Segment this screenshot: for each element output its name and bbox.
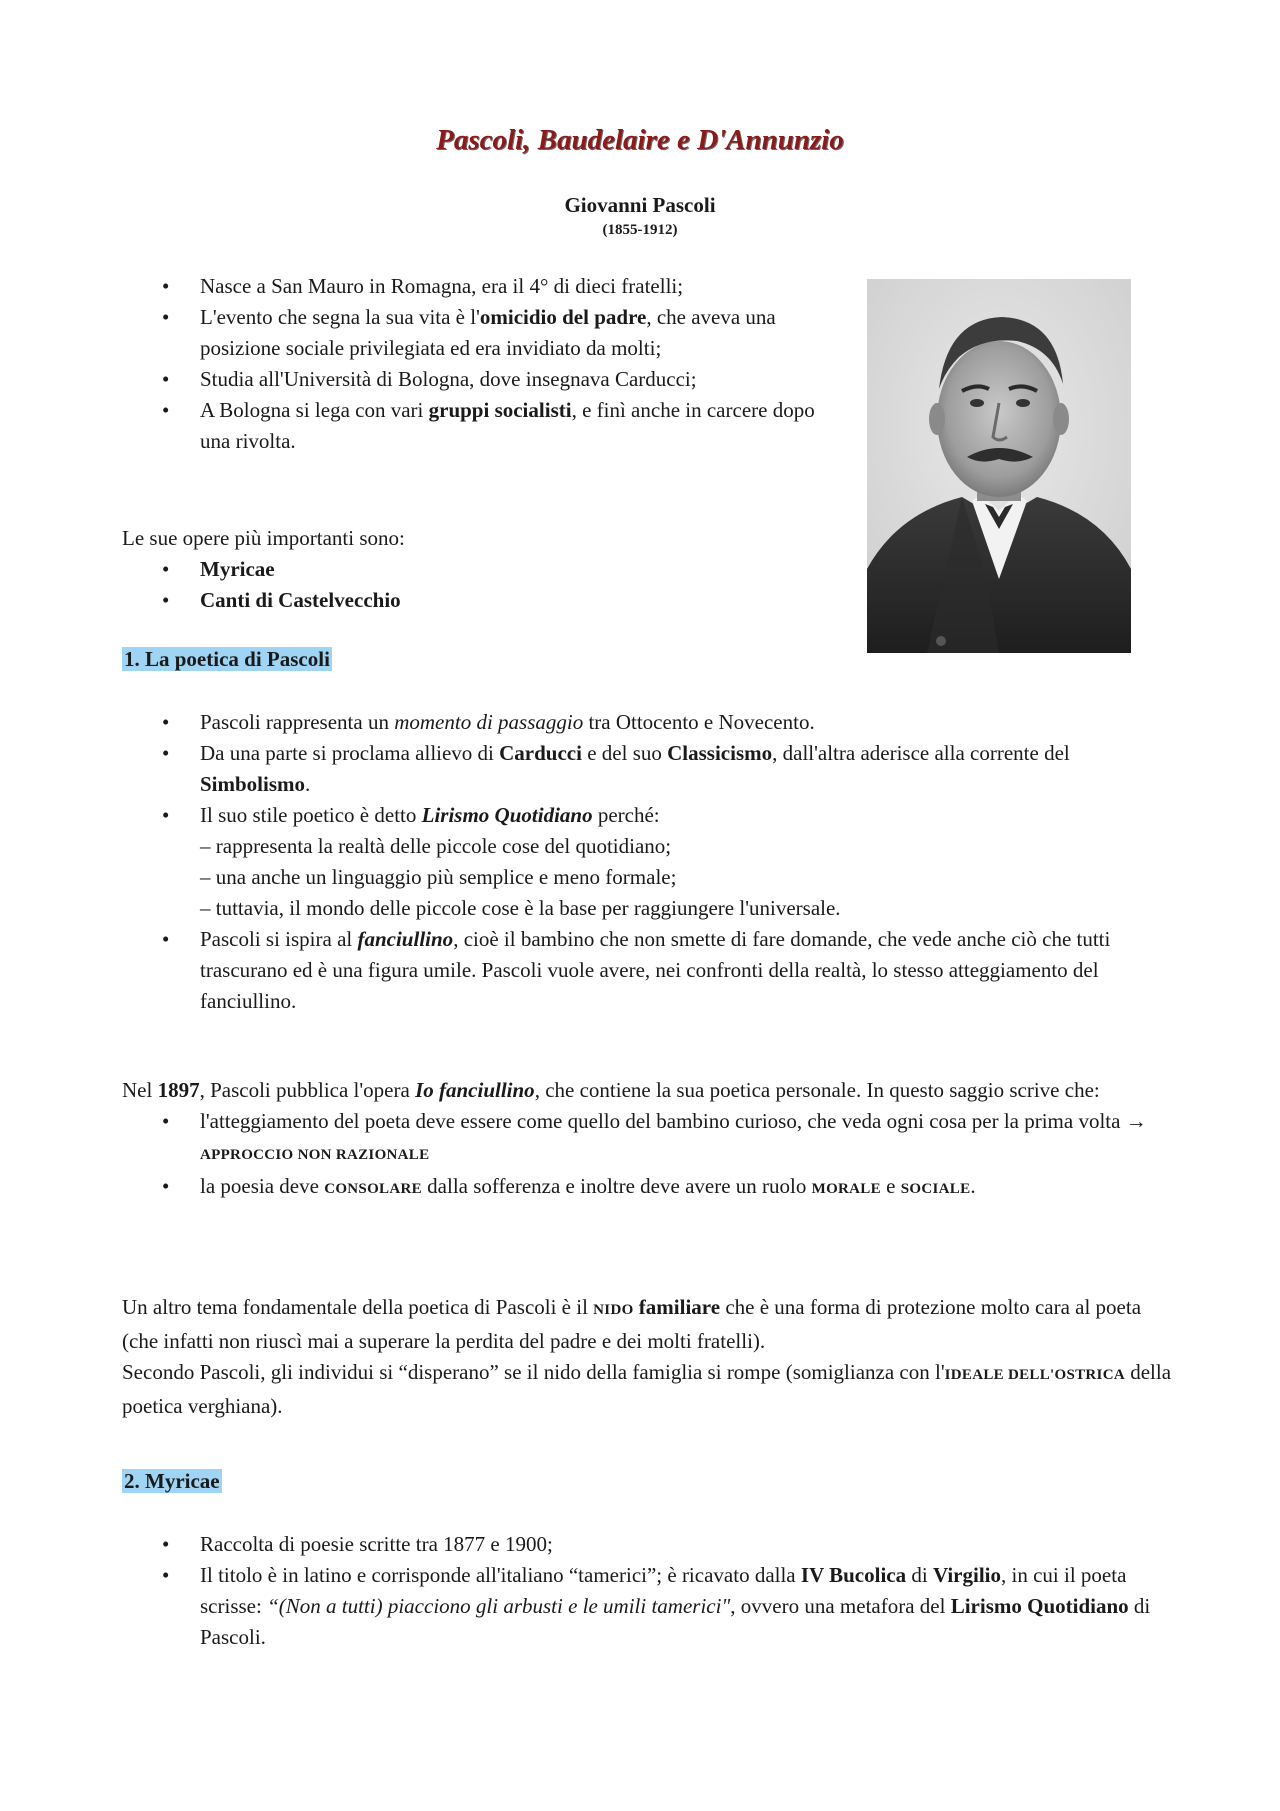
bullet-icon: • [162,741,170,765]
portrait-image [867,279,1131,653]
paragraph: Secondo Pascoli, gli individui si “disperano” se il nido della famiglia si rompe (somiglianza con l'IDEALE DELL'OSTRICA della poetica verghiana). [122,1360,1172,1418]
list-item: • Studia all'Università di Bologna, dove insegnava Carducci; [122,364,822,395]
list-item: • Pascoli rappresenta un momento di passaggio tra Ottocento e Novecento. [122,707,1172,738]
bullet-icon: • [162,1563,170,1587]
list-item: • la poesia deve CONSOLARE dalla sofferenza e inoltre deve avere un ruolo MORALE e SOCIALE. [122,1171,1172,1205]
works-intro: Le sue opere più importanti sono: [122,526,405,550]
paragraph: Un altro tema fondamentale della poetica di Pascoli è il NIDO familiare che è una forma di protezione molto cara al poeta (che infatti non riuscì mai a superare la perdita del padre e dei molti fratelli). [122,1295,1142,1353]
list-item: • Il titolo è in latino e corrisponde all'italiano “tamerici”; è ricavato dalla IV Bucolica di Virgilio, in cui il poeta scrisse: “(Non a tutti) piacciono gli arbusti e le umili tamerici", ovvero una metafora del Lirismo Quotidiano di Pascoli. [122,1560,1172,1653]
author-name: Giovanni Pascoli [564,193,716,217]
list-item: • Il suo stile poetico è detto Lirismo Quotidiano perché: – rappresenta la realtà delle piccole cose del quotidiano; – una anche un linguaggio più semplice e meno formale; – tuttavia, il mondo delle piccole cose è la base per raggiungere l'universale. [122,800,1172,924]
list-item: • Raccolta di poesie scritte tra 1877 e 1900; [122,1529,1172,1560]
bullet-icon: • [162,367,170,391]
nido-block [122,1292,1172,1422]
list-item: • Canti di Castelvecchio [122,585,822,616]
bullet-icon: • [162,557,170,581]
list-item: • Da una parte si proclama allievo di Carducci e del suo Classicismo, dall'altra aderisce alla corrente del Simbolismo. [122,738,1172,800]
fanciullino-block [122,1075,1172,1205]
section-heading-2: 2. Myricae [124,1469,220,1493]
bullet-icon: • [162,398,170,422]
bullet-icon: • [162,305,170,329]
bullet-icon: • [162,1532,170,1556]
bullet-icon: • [162,1174,170,1198]
poetica-list [122,707,1172,1017]
works-block [122,523,822,616]
myricae-list [122,1529,1172,1653]
bullet-icon: • [162,1109,170,1133]
paragraph: Nel 1897, Pascoli pubblica l'opera Io fanciullino, che contiene la sua poetica personale. In questo saggio scrive che: [122,1078,1100,1102]
document-title: Pascoli, Baudelaire e D'Annunzio [436,124,844,156]
bullet-icon: • [162,588,170,612]
author-portrait [867,279,1131,653]
list-item: • A Bologna si lega con vari gruppi socialisti, e finì anche in carcere dopo una rivolta. [122,395,822,457]
list-item: • Pascoli si ispira al fanciullino, cioè il bambino che non smette di fare domande, che vede anche ciò che tutti trascurano ed è una figura umile. Pascoli vuole avere, nei confronti della realtà, lo stesso atteggiamento del fanciullino. [122,924,1172,1017]
bullet-icon: • [162,710,170,734]
list-item: • Nasce a San Mauro in Romagna, era il 4° di dieci fratelli; [122,271,822,302]
list-item: • l'atteggiamento del poeta deve essere come quello del bambino curioso, che veda ogni cosa per la prima volta → APPROCCIO NON RAZIONALE [122,1106,1172,1171]
bullet-icon: • [162,803,170,827]
list-item: • Myricae [122,554,822,585]
section-heading-1: 1. La poetica di Pascoli [124,647,330,671]
bio-list [122,271,822,457]
list-item: • L'evento che segna la sua vita è l'omicidio del padre, che aveva una posizione sociale privilegiata ed era invidiato da molti; [122,302,822,364]
bullet-icon: • [162,927,170,951]
bullet-icon: • [162,274,170,298]
author-years: (1855-1912) [602,222,678,238]
